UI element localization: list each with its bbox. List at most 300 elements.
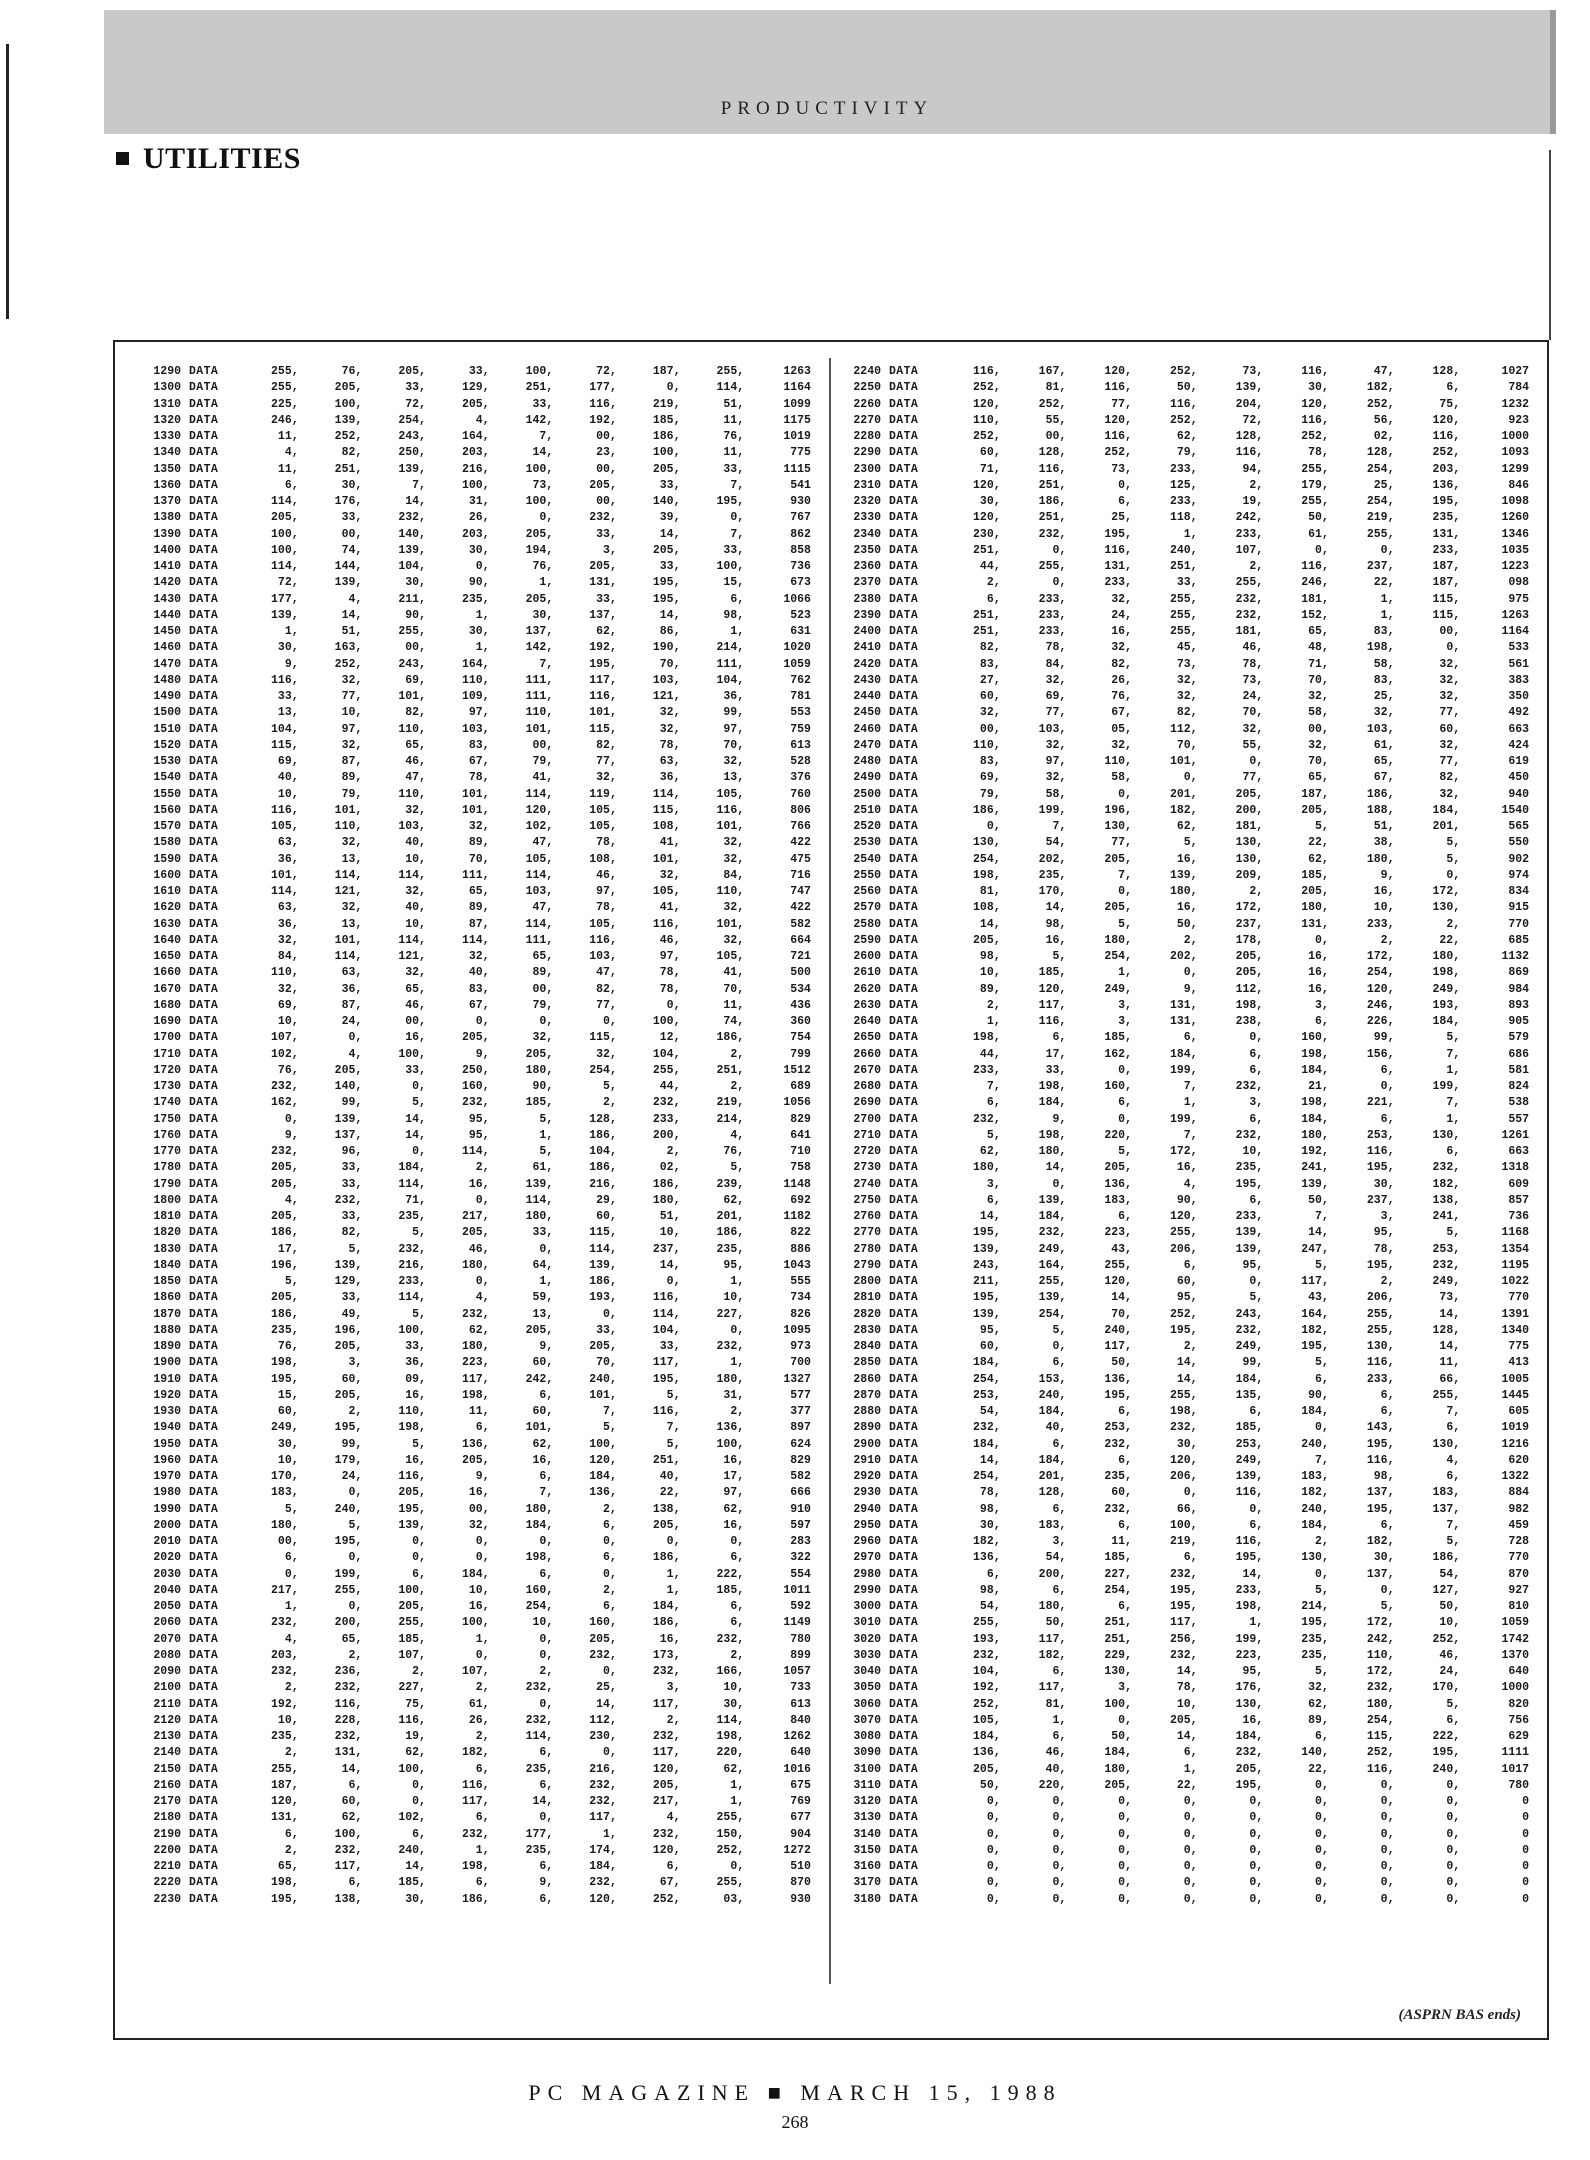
data-keyword: DATA [889, 820, 919, 833]
row-checksum: 553 [790, 706, 811, 720]
row-checksum: 528 [790, 755, 811, 768]
line-number: 1640 [153, 933, 181, 947]
data-value: 10, [723, 1681, 745, 1695]
data-value: 206, [1366, 1291, 1395, 1305]
row-checksum: 824 [1508, 1080, 1530, 1093]
row-checksum: 775 [1508, 1340, 1530, 1353]
data-keyword: DATA [889, 1860, 919, 1873]
data-value: 7, [1446, 1518, 1461, 1532]
data-value: 5, [1446, 1697, 1461, 1711]
data-value: 142, [525, 641, 554, 655]
data-value: 77, [1045, 706, 1067, 720]
data-keyword: DATA [189, 820, 219, 833]
data-value: 164, [461, 657, 490, 671]
data-keyword: DATA [889, 1470, 919, 1483]
data-value: 114, [398, 933, 426, 947]
data-value: 117, [1301, 1275, 1329, 1288]
listing-row [845, 1729, 1529, 1745]
data-value: 10, [979, 966, 1001, 980]
data-value: 255, [271, 381, 299, 395]
data-keyword: DATA [189, 1356, 219, 1370]
row-checksum: 377 [790, 1405, 811, 1418]
row-checksum: 766 [790, 820, 811, 833]
data-value: 67, [468, 998, 490, 1012]
data-value: 50, [1176, 381, 1198, 395]
row-checksum: 609 [1508, 1177, 1530, 1191]
listing-row [145, 478, 811, 494]
data-value: 3, [1118, 1681, 1132, 1695]
listing-row [845, 673, 1529, 689]
data-value: 5, [348, 1518, 363, 1532]
line-number: 1790 [153, 1177, 181, 1191]
data-value: 65, [405, 738, 426, 752]
data-value: 1, [1118, 966, 1132, 980]
data-value: 82, [979, 641, 1001, 655]
row-checksum: 728 [1508, 1535, 1530, 1548]
data-value: 238, [1235, 1015, 1264, 1028]
data-value: 194, [525, 543, 554, 557]
data-value: 173, [652, 1648, 681, 1662]
data-value: 00, [1439, 625, 1461, 638]
data-value: 0, [1380, 543, 1395, 557]
data-value: 101, [525, 722, 554, 736]
listing-row [845, 510, 1529, 526]
data-value: 255, [716, 365, 745, 378]
data-value: 7, [1118, 868, 1132, 882]
row-checksum: 1370 [1501, 1648, 1530, 1662]
data-value: 139, [589, 1258, 617, 1272]
data-value: 73, [1111, 462, 1132, 476]
data-value: 251, [1104, 1616, 1132, 1630]
data-value: 181, [1235, 625, 1264, 638]
data-value: 116, [589, 933, 617, 947]
row-checksum: 534 [790, 982, 811, 996]
row-checksum: 1059 [783, 657, 811, 671]
data-value: 108, [973, 901, 1001, 915]
row-checksum: 784 [1508, 381, 1530, 395]
data-value: 195, [1366, 1258, 1395, 1272]
data-keyword: DATA [189, 608, 219, 622]
listing-row [145, 722, 811, 738]
data-value: 255, [1038, 1275, 1067, 1288]
data-value: 181, [1301, 592, 1329, 606]
data-value: 63, [277, 901, 299, 915]
line-number: 2300 [853, 462, 881, 476]
data-keyword: DATA [189, 576, 219, 590]
listing-row [845, 429, 1529, 445]
data-value: 0, [1118, 1713, 1132, 1727]
line-number: 2510 [853, 803, 881, 817]
data-value: 65, [341, 1632, 363, 1646]
listing-row [145, 1144, 811, 1160]
row-checksum: 631 [790, 625, 811, 638]
data-value: 00, [1045, 430, 1067, 443]
data-value: 62, [532, 1437, 554, 1451]
listing-row [845, 1550, 1529, 1566]
data-value: 116, [1366, 1762, 1395, 1776]
line-number: 2030 [153, 1567, 181, 1581]
data-value: 32, [532, 1031, 554, 1045]
data-value: 0, [666, 381, 681, 395]
row-checksum: 1022 [1501, 1275, 1530, 1288]
data-keyword: DATA [889, 1583, 919, 1597]
data-value: 150, [716, 1827, 745, 1841]
data-value: 254, [1104, 1583, 1132, 1597]
data-value: 114, [716, 1713, 745, 1727]
listing-row [845, 1518, 1529, 1534]
row-checksum: 870 [1508, 1567, 1530, 1581]
row-checksum: 1299 [1501, 462, 1530, 476]
listing-row [145, 1437, 811, 1453]
data-value: 16, [1176, 852, 1198, 866]
data-value: 232, [1235, 592, 1264, 606]
data-value: 0, [1315, 1795, 1329, 1808]
line-number: 1840 [153, 1258, 181, 1272]
line-number: 2120 [153, 1713, 181, 1727]
data-value: 6, [1052, 1583, 1067, 1597]
data-value: 99, [723, 706, 745, 720]
data-value: 3, [666, 1681, 681, 1695]
data-value: 89, [1308, 1713, 1329, 1727]
data-value: 47, [596, 966, 617, 980]
data-value: 1, [539, 576, 554, 590]
data-value: 6, [475, 1811, 490, 1825]
data-value: 77, [1439, 706, 1461, 720]
data-keyword: DATA [189, 1340, 219, 1353]
data-value: 184, [525, 1518, 554, 1532]
data-value: 110, [973, 738, 1001, 752]
data-value: 32, [1373, 706, 1395, 720]
data-value: 216, [589, 1762, 617, 1776]
data-value: 6, [730, 592, 745, 606]
data-value: 220, [716, 1746, 745, 1760]
data-value: 203, [1432, 462, 1461, 476]
data-value: 11, [723, 446, 745, 460]
data-value: 82, [341, 1226, 363, 1240]
row-checksum: 675 [790, 1778, 811, 1792]
data-value: 201, [1169, 787, 1198, 801]
data-value: 184, [1038, 1405, 1067, 1418]
data-value: 60, [1111, 1486, 1132, 1500]
data-value: 136, [716, 1421, 745, 1435]
data-value: 104, [652, 1323, 681, 1337]
listing-row [145, 1128, 811, 1144]
data-value: 254, [973, 1372, 1001, 1386]
row-checksum: 1263 [783, 365, 811, 378]
data-keyword: DATA [189, 998, 219, 1012]
line-number: 1920 [153, 1388, 181, 1402]
data-value: 36, [341, 982, 363, 996]
line-number: 2170 [153, 1795, 181, 1808]
data-value: 237, [1366, 1193, 1395, 1207]
data-value: 32, [723, 755, 745, 768]
data-value: 198, [973, 1031, 1001, 1045]
data-value: 136, [1104, 1372, 1132, 1386]
listing-row [145, 1518, 811, 1534]
data-value: 11, [723, 998, 745, 1012]
data-value: 78, [596, 836, 617, 850]
data-value: 2, [284, 1746, 299, 1760]
data-value: 2, [539, 1665, 554, 1678]
data-value: 7, [1446, 1096, 1461, 1110]
data-value: 104, [398, 560, 426, 573]
listing-row [145, 543, 811, 559]
line-number: 2620 [853, 982, 881, 996]
data-value: 90, [532, 1080, 554, 1093]
listing-row [845, 1437, 1529, 1453]
data-value: 204, [1235, 397, 1264, 411]
data-value: 232, [973, 1648, 1001, 1662]
data-value: 121, [652, 690, 681, 703]
data-value: 6, [348, 1778, 363, 1792]
data-value: 76, [277, 1340, 299, 1353]
data-value: 116, [1301, 413, 1329, 427]
data-value: 255, [1169, 608, 1198, 622]
line-number: 3050 [853, 1681, 881, 1695]
data-value: 7, [603, 1405, 617, 1418]
data-value: 252, [1432, 446, 1461, 460]
data-value: 100, [461, 478, 490, 492]
line-number: 2680 [853, 1080, 881, 1093]
data-value: 235, [1432, 511, 1461, 525]
data-value: 16, [1242, 1713, 1264, 1727]
data-value: 205, [1301, 803, 1329, 817]
data-value: 0, [348, 1600, 363, 1613]
row-checksum: 870 [790, 1876, 811, 1890]
data-value: 40, [405, 836, 426, 850]
data-value: 30, [468, 625, 490, 638]
listing-row [145, 1453, 811, 1469]
data-value: 69, [979, 771, 1001, 785]
row-checksum: 940 [1508, 787, 1530, 801]
data-value: 247, [1301, 1242, 1329, 1256]
data-value: 199, [1038, 803, 1067, 817]
data-value: 253, [1432, 1242, 1461, 1256]
data-value: 99, [341, 1437, 363, 1451]
data-value: 16, [468, 1177, 490, 1191]
data-value: 77, [1242, 771, 1264, 785]
data-value: 136, [589, 1486, 617, 1500]
data-value: 139, [334, 413, 363, 427]
data-value: 252, [973, 381, 1001, 395]
line-number: 2750 [853, 1193, 881, 1207]
data-value: 179, [1301, 478, 1329, 492]
data-value: 9, [539, 1340, 554, 1353]
data-value: 4, [284, 1632, 299, 1646]
data-value: 172, [1366, 1665, 1395, 1678]
data-value: 172, [1366, 950, 1395, 963]
data-keyword: DATA [189, 462, 219, 476]
row-checksum: 1168 [1501, 1226, 1530, 1240]
data-value: 6, [1118, 495, 1132, 508]
data-value: 186, [1038, 495, 1067, 508]
data-value: 186, [716, 1031, 745, 1045]
data-value: 205, [1301, 885, 1329, 898]
data-value: 187, [1432, 576, 1461, 590]
data-value: 100, [271, 543, 299, 557]
data-value: 13, [277, 706, 299, 720]
data-value: 1, [1446, 1063, 1461, 1077]
data-value: 32, [1242, 722, 1264, 736]
data-value: 177, [271, 592, 299, 606]
data-value: 100, [271, 527, 299, 541]
data-value: 232, [334, 1730, 363, 1743]
data-value: 95, [723, 1258, 745, 1272]
data-value: 32, [1176, 690, 1198, 703]
data-value: 0, [1446, 1811, 1461, 1825]
data-value: 9, [1183, 982, 1198, 996]
data-value: 120, [652, 1762, 681, 1776]
data-value: 6, [730, 1600, 745, 1613]
row-checksum: 523 [790, 608, 811, 622]
data-value: 90, [1176, 1193, 1198, 1207]
data-value: 180, [716, 1372, 745, 1386]
data-value: 16, [1308, 982, 1329, 996]
data-value: 32, [979, 706, 1001, 720]
row-checksum: 1027 [1501, 365, 1530, 378]
data-value: 255, [1432, 1388, 1461, 1402]
data-value: 13, [341, 852, 363, 866]
data-value: 0, [1183, 1827, 1198, 1841]
data-value: 33, [532, 397, 554, 411]
data-value: 205, [973, 933, 1001, 947]
data-value: 97, [1045, 755, 1067, 768]
data-value: 205, [398, 365, 426, 378]
data-value: 77, [1439, 755, 1461, 768]
data-keyword: DATA [889, 1063, 919, 1077]
listing-row [845, 982, 1529, 998]
data-value: 00, [532, 982, 554, 996]
data-value: 195, [589, 657, 617, 671]
data-value: 160, [525, 1583, 554, 1597]
data-value: 252, [1432, 1632, 1461, 1646]
data-value: 86, [659, 625, 681, 638]
line-number: 1720 [153, 1063, 181, 1077]
data-value: 0, [1183, 1876, 1198, 1890]
line-number: 1510 [153, 722, 181, 736]
data-value: 2, [1183, 1340, 1198, 1353]
data-value: 65, [1308, 625, 1329, 638]
data-value: 6, [1183, 1258, 1198, 1272]
data-value: 40, [1045, 1421, 1067, 1435]
data-value: 160, [1104, 1080, 1132, 1093]
data-value: 183, [1301, 1470, 1329, 1483]
line-number: 1310 [153, 397, 181, 411]
line-number: 2710 [853, 1128, 881, 1142]
data-value: 198, [1301, 1047, 1329, 1061]
data-value: 32, [1111, 738, 1132, 752]
listing-row [845, 1339, 1529, 1355]
data-keyword: DATA [889, 1031, 919, 1045]
data-value: 227, [1104, 1567, 1132, 1581]
data-value: 185, [525, 1096, 554, 1110]
row-checksum: 1132 [1501, 950, 1530, 963]
data-value: 110, [271, 966, 299, 980]
line-number: 2390 [853, 608, 881, 622]
data-value: 205, [1104, 1161, 1132, 1175]
line-number: 2550 [853, 868, 881, 882]
data-value: 100, [334, 1827, 363, 1841]
data-value: 232, [1235, 1323, 1264, 1337]
data-value: 217, [461, 1210, 490, 1223]
data-keyword: DATA [189, 1210, 219, 1223]
data-value: 250, [461, 1063, 490, 1077]
data-value: 190, [652, 641, 681, 655]
data-value: 228, [334, 1713, 363, 1727]
data-value: 78, [596, 901, 617, 915]
line-number: 3020 [853, 1632, 881, 1646]
data-keyword: DATA [889, 1307, 919, 1321]
line-number: 2060 [153, 1616, 181, 1630]
data-value: 70, [723, 982, 745, 996]
data-value: 1, [730, 1778, 745, 1792]
data-value: 199, [334, 1567, 363, 1581]
data-value: 5, [1315, 1583, 1329, 1597]
listing-row [845, 1209, 1529, 1225]
data-value: 183, [271, 1486, 299, 1500]
line-number: 1560 [153, 803, 181, 817]
data-value: 114, [525, 787, 554, 801]
listing-column-right [845, 364, 1529, 1908]
data-keyword: DATA [189, 1616, 219, 1630]
data-value: 114, [589, 1242, 617, 1256]
data-value: 70, [1242, 706, 1264, 720]
data-value: 251, [716, 1063, 745, 1077]
data-value: 255, [398, 625, 426, 638]
data-keyword: DATA [189, 1258, 219, 1272]
data-value: 112, [1169, 722, 1198, 736]
data-value: 0, [1118, 787, 1132, 801]
data-value: 0, [1315, 1843, 1329, 1857]
data-value: 137, [334, 1128, 363, 1142]
data-keyword: DATA [189, 950, 219, 963]
data-value: 23, [596, 446, 617, 460]
data-value: 249, [1432, 1275, 1461, 1288]
data-value: 0, [986, 1811, 1001, 1825]
listing-row [145, 1339, 811, 1355]
data-value: 252, [1301, 430, 1329, 443]
data-value: 214, [1301, 1600, 1329, 1613]
data-value: 16, [1308, 950, 1329, 963]
data-value: 97, [723, 1486, 745, 1500]
data-value: 90, [468, 576, 490, 590]
data-value: 0, [603, 1665, 617, 1678]
row-checksum: 734 [790, 1291, 811, 1305]
data-value: 0, [603, 1307, 617, 1321]
line-number: 2940 [853, 1502, 881, 1516]
listing-column-left [145, 364, 811, 1908]
data-value: 46, [1045, 1746, 1067, 1760]
data-value: 0, [348, 1031, 363, 1045]
data-value: 26, [468, 511, 490, 525]
data-value: 100, [716, 560, 745, 573]
data-value: 24, [341, 1015, 363, 1028]
data-value: 33, [405, 1340, 426, 1353]
data-value: 216, [398, 1258, 426, 1272]
data-value: 184, [461, 1567, 490, 1581]
data-value: 14, [1045, 1161, 1067, 1175]
data-value: 00, [468, 1502, 490, 1516]
line-number: 1930 [153, 1405, 181, 1418]
line-number: 2520 [853, 820, 881, 833]
data-value: 43, [1308, 1291, 1329, 1305]
data-value: 44, [659, 1080, 681, 1093]
data-value: 33, [1176, 576, 1198, 590]
data-value: 139, [398, 462, 426, 476]
data-keyword: DATA [889, 1193, 919, 1207]
data-value: 162, [271, 1096, 299, 1110]
data-value: 39, [659, 511, 681, 525]
